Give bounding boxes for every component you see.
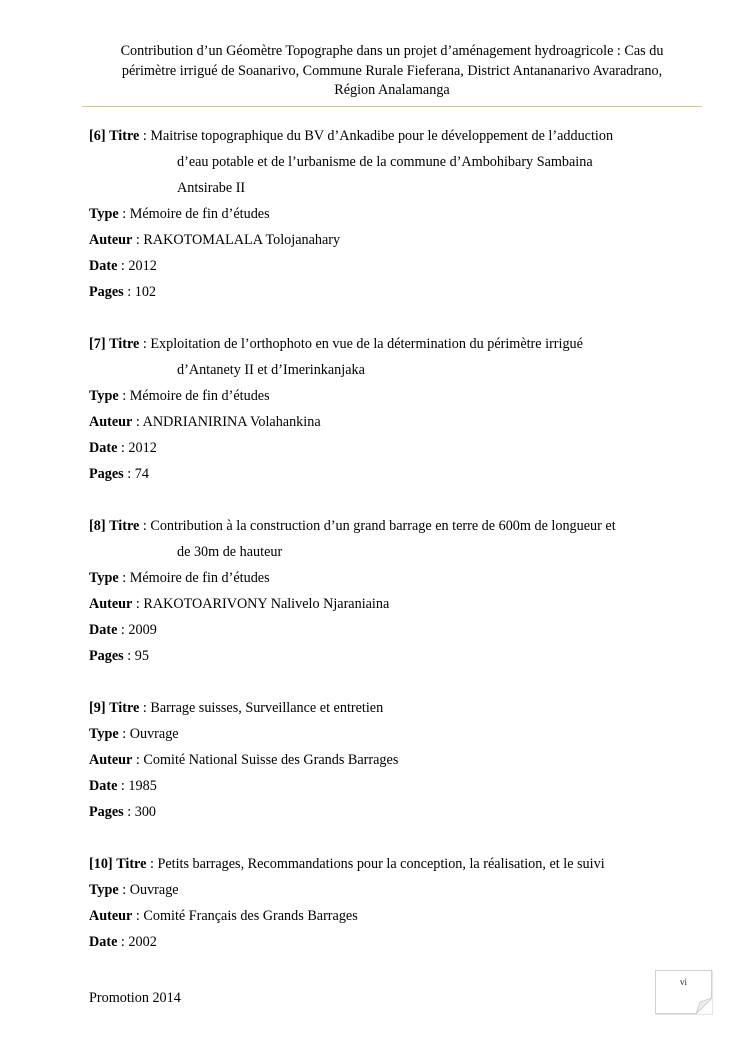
entry-author: RAKOTOARIVONY Nalivelo Njaraniaina: [143, 596, 390, 612]
pages-label: Pages: [89, 284, 124, 300]
entry-type: Mémoire de fin d’études: [129, 388, 270, 404]
entry-type-line: Type : Mémoire de fin d’études: [89, 388, 270, 404]
entry-number: [8]: [89, 518, 106, 534]
entry-title-line: [8] Titre : Contribution à la construction d’un grand barrage en terre de 600m de longueur et: [89, 518, 616, 534]
entry-type-line: Type : Ouvrage: [89, 726, 179, 742]
entry-number: [9]: [89, 700, 106, 716]
entry-number: [10]: [89, 856, 113, 872]
type-label: Type: [89, 388, 119, 404]
author-label: Auteur: [89, 414, 133, 430]
entry-number: [6]: [89, 128, 106, 144]
page-header: [82, 42, 702, 101]
entry-date: 2012: [128, 258, 157, 274]
entry-pages-line: Pages : 74: [89, 466, 149, 482]
entry-title: Exploitation de l’orthophoto en vue de la détermination du périmètre irrigué: [150, 336, 583, 352]
entry-date-line: Date : 2012: [89, 258, 157, 274]
entry-title-continuation: d’eau potable et de l’urbanisme de la commune d’Ambohibary Sambaina: [177, 154, 593, 170]
page-number: vi: [679, 977, 687, 987]
entry-author-line: Auteur : ANDRIANIRINA Volahankina: [89, 414, 321, 430]
entry-date: 2009: [128, 622, 157, 638]
entry-author-line: Auteur : RAKOTOMALALA Tolojanahary: [89, 232, 341, 248]
date-label: Date: [89, 622, 118, 638]
entry-date: 2012: [128, 440, 157, 456]
entry-date: 1985: [128, 778, 157, 794]
entry-pages: 102: [134, 284, 157, 300]
entry-title: Maitrise topographique du BV d’Ankadibe pour le développement de l’adduction: [150, 128, 614, 144]
author-label: Auteur: [89, 596, 133, 612]
title-label: Titre: [109, 700, 140, 716]
entry-type: Ouvrage: [129, 882, 179, 898]
bibliography-entry: [89, 332, 669, 488]
author-label: Auteur: [89, 908, 133, 924]
type-label: Type: [89, 206, 119, 222]
title-label: Titre: [109, 336, 140, 352]
bibliography-list: [89, 124, 669, 982]
entry-title: Petits barrages, Recommandations pour la conception, la réalisation, et le suivi: [157, 856, 605, 872]
entry-title-continuation: de 30m de hauteur: [177, 544, 283, 560]
entry-title-line: [9] Titre : Barrage suisses, Surveillance et entretien: [89, 700, 384, 716]
entry-title-continuation: Antsirabe II: [177, 180, 246, 196]
entry-pages-line: Pages : 95: [89, 648, 149, 664]
entry-type-line: Type : Mémoire de fin d’études: [89, 570, 270, 586]
entry-title-line: [10] Titre : Petits barrages, Recommandations pour la conception, la réalisation, et le suivi: [89, 856, 605, 872]
author-label: Auteur: [89, 232, 133, 248]
page-number-box: [655, 970, 712, 1014]
header-line-1: Contribution d’un Géomètre Topographe dans un projet d’aménagement hydroagricole : Cas du: [120, 43, 664, 59]
entry-date-line: Date : 2009: [89, 622, 157, 638]
entry-title-continuation: d’Antanety II et d’Imerinkanjaka: [177, 362, 365, 378]
pages-label: Pages: [89, 466, 124, 482]
entry-author: ANDRIANIRINA Volahankina: [142, 414, 321, 430]
entry-title-line: [7] Titre : Exploitation de l’orthophoto en vue de la détermination du périmètre irrigué: [89, 336, 583, 352]
bibliography-entry: [89, 514, 669, 670]
entry-type: Ouvrage: [129, 726, 179, 742]
title-label: Titre: [109, 518, 140, 534]
date-label: Date: [89, 934, 118, 950]
header-line-2: périmètre irrigué de Soanarivo, Commune Rurale Fieferana, District Antananarivo Avaradrano,: [121, 62, 663, 79]
bibliography-entry: [89, 852, 669, 956]
date-label: Date: [89, 440, 118, 456]
pages-label: Pages: [89, 804, 124, 820]
entry-pages: 300: [134, 804, 157, 820]
type-label: Type: [89, 726, 119, 742]
pages-label: Pages: [89, 648, 124, 664]
date-label: Date: [89, 778, 118, 794]
entry-title: Barrage suisses, Surveillance et entretien: [150, 700, 384, 716]
entry-pages-line: Pages : 300: [89, 804, 157, 820]
entry-author-line: Auteur : Comité Français des Grands Barrages: [89, 908, 358, 924]
entry-pages: 95: [134, 648, 149, 664]
entry-pages: 74: [134, 466, 149, 482]
type-label: Type: [89, 882, 119, 898]
page-curl-icon: [696, 998, 712, 1014]
entry-date: 2002: [128, 934, 157, 950]
entry-date-line: Date : 1985: [89, 778, 157, 794]
author-label: Auteur: [89, 752, 133, 768]
title-label: Titre: [116, 856, 147, 872]
entry-author: Comité Français des Grands Barrages: [143, 908, 358, 924]
title-label: Titre: [109, 128, 140, 144]
bibliography-entry: [89, 696, 669, 826]
entry-date-line: Date : 2012: [89, 440, 157, 456]
entry-type-line: Type : Mémoire de fin d’études: [89, 206, 270, 222]
header-line-3: Région Analamanga: [334, 82, 450, 98]
entry-type: Mémoire de fin d’études: [129, 570, 270, 586]
entry-author-line: Auteur : Comité National Suisse des Grands Barrages: [89, 752, 399, 768]
bibliography-entry: [89, 124, 669, 306]
entry-author: Comité National Suisse des Grands Barrages: [143, 752, 399, 768]
date-label: Date: [89, 258, 118, 274]
entry-title-line: [6] Titre : Maitrise topographique du BV d’Ankadibe pour le développement de l’adduction: [89, 128, 614, 144]
entry-pages-line: Pages : 102: [89, 284, 157, 300]
type-label: Type: [89, 570, 119, 586]
entry-number: [7]: [89, 336, 106, 352]
entry-author-line: Auteur : RAKOTOARIVONY Nalivelo Njaraniaina: [89, 596, 390, 612]
entry-type-line: Type : Ouvrage: [89, 882, 179, 898]
footer-promotion: Promotion 2014: [89, 990, 181, 1006]
header-divider: [82, 106, 702, 107]
entry-title: Contribution à la construction d’un grand barrage en terre de 600m de longueur et: [150, 518, 616, 534]
entry-type: Mémoire de fin d’études: [129, 206, 270, 222]
entry-date-line: Date : 2002: [89, 934, 157, 950]
entry-author: RAKOTOMALALA Tolojanahary: [143, 232, 341, 248]
